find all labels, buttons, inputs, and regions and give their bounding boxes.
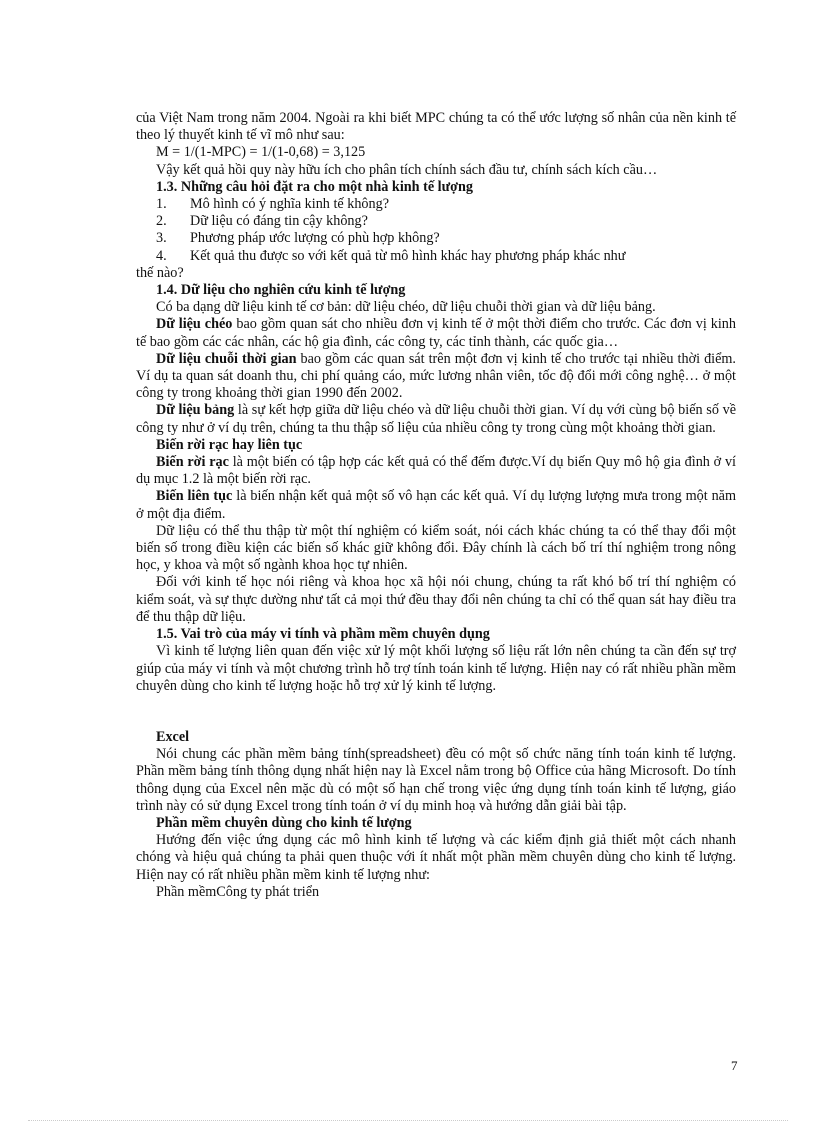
paragraph-time-series: Dữ liệu chuỗi thời gian bao gồm các quan sát trên một đơn vị kinh tế cho trước tại nhiều thời điểm. Ví dụ ta quan sát doanh thu, chi phí quảng cáo, mức lương nhân viên, tốc độ đổi mới công nghệ… ở một công ty trong khoảng thời gian 1990 đến 2002. <box>136 350 736 402</box>
question-list <box>136 196 736 265</box>
list-item: 3. Phương pháp ước lượng có phù hợp không? <box>156 230 440 247</box>
term-continuous: Biến liên tục <box>156 488 233 505</box>
paragraph-conclusion: Vậy kết quả hồi quy này hữu ích cho phân tích chính sách đầu tư, chính sách kích cầu… <box>156 161 658 178</box>
list-item: 2. Dữ liệu có đáng tin cậy không? <box>156 213 368 230</box>
term-cross-section: Dữ liệu chéo <box>156 316 233 333</box>
page-divider <box>28 1120 788 1121</box>
heading-variables: Biến rời rạc hay liên tục <box>156 436 303 453</box>
page-body <box>136 110 736 901</box>
formula: M = 1/(1-MPC) = 1/(1-0,68) = 3,125 <box>156 144 366 161</box>
paragraph-panel: Dữ liệu bảng là sự kết hợp giữa dữ liệu chéo và dữ liệu chuỗi thời gian. Ví dụ với cùng bộ biến số về công ty như ở ví dụ trên, chúng ta thu thập số liệu của nhiều công ty trong cùng một khoảng thời gian. <box>136 402 736 436</box>
paragraph-intro: của Việt Nam trong năm 2004. Ngoài ra khi biết MPC chúng ta có thể ước lượng số nhân của nền kinh tế theo lý thuyết kinh tế vĩ mô như sau: <box>136 110 736 144</box>
page-number: 7 <box>731 1058 738 1073</box>
paragraph-cross-section: Dữ liệu chéo bao gồm quan sát cho nhiều đơn vị kinh tế ở một thời điểm cho trước. Các đơn vị kinh tế bao gồm các các nhân, các hộ gia đình, các công ty, các tỉnh thành, các quốc gia… <box>136 316 736 350</box>
question-4-continuation: thế nào? <box>136 264 184 281</box>
paragraph-data-types: Có ba dạng dữ liệu kinh tế cơ bản: dữ liệu chéo, dữ liệu chuỗi thời gian và dữ liệu bảng. <box>156 299 656 316</box>
paragraph-discrete: Biến rời rạc là một biến có tập hợp các kết quả có thể đếm được.Ví dụ biến Quy mô hộ gia đình ở ví dụ mục 1.2 là một biến rời rạc. <box>136 454 736 488</box>
paragraph-social-science: Đối với kinh tế học nói riêng và khoa học xã hội nói chung, chúng ta rất khó bố trí thí nghiệm có kiểm soát, và sự thực dường như tất cả mọi thứ đều thay đổi nên chúng ta chỉ có thể quan sát hay điều tra để thu thập dữ liệu. <box>136 574 736 625</box>
heading-1-5: 1.5. Vai trò của máy vi tính và phầm mềm chuyên dụng <box>156 626 490 643</box>
heading-software: Phần mềm chuyên dùng cho kinh tế lượng <box>156 814 412 831</box>
list-item: 1. Mô hình có ý nghĩa kinh tế không? <box>156 196 389 213</box>
list-item: 4. Kết quả thu được so với kết quả từ mô hình khác hay phương pháp khác như <box>156 247 626 264</box>
heading-1-4: 1.4. Dữ liệu cho nghiên cứu kinh tế lượng <box>156 282 406 299</box>
term-time-series: Dữ liệu chuỗi thời gian <box>156 350 297 367</box>
paragraph-excel: Nói chung các phần mềm bảng tính(spreadsheet) đều có một số chức năng tính toán kinh tế lượng. Phần mềm bảng tính thông dụng nhất hiện nay là Excel nằm trong bộ Office của hãng Microsoft. Do tính thông dụng của Excel nên mặc dù có một số hạn chế trong việc ứng dụng tính toán kinh tế lượng, giáo trình này có sử dụng Excel trong tính toán ở ví dụ minh hoạ và hướng dẫn giải bài tập. <box>136 746 736 814</box>
paragraph-computers: Vì kinh tế lượng liên quan đến việc xử lý một khối lượng số liệu rất lớn nên chúng ta cần đến sự trợ giúp của máy vi tính và một chương trình hỗ trợ tính toán kinh tế lượng. Hiện nay có rất nhiều phần mềm chuyên dùng cho kinh tế lượng hoặc hỗ trợ xử lý kinh tế lượng. <box>136 643 736 694</box>
spacer <box>136 695 736 729</box>
paragraph-software: Hướng đến việc ứng dụng các mô hình kinh tế lượng và các kiểm định giả thiết một cách nhanh chóng và hiệu quả chúng ta phải quen thuộc với ít nhất một phần mềm chuyên dùng cho kinh tế lượng. Hiện nay có rất nhiều phần mềm kinh tế lượng như: <box>136 832 736 883</box>
paragraph-experiment: Dữ liệu có thể thu thập từ một thí nghiệm có kiểm soát, nói cách khác chúng ta có thể thay đổi một biến số trong điều kiện các biến số khác giữ không đổi. Đây chính là cách bố trí thí nghiệm trong nông học, y khoa và một số ngành khoa học tự nhiên. <box>136 522 736 574</box>
term-discrete: Biến rời rạc <box>156 454 229 471</box>
paragraph-continuous: Biến liên tục là biến nhận kết quả một số vô hạn các kết quả. Ví dụ lượng lượng mưa trong một năm ở một địa điểm. <box>136 488 737 522</box>
paragraph-software-list: Phần mềmCông ty phát triển <box>156 883 320 900</box>
term-panel: Dữ liệu bảng <box>156 402 235 419</box>
heading-1-3: 1.3. Những câu hỏi đặt ra cho một nhà kinh tế lượng <box>156 178 473 195</box>
heading-excel: Excel <box>156 728 190 745</box>
